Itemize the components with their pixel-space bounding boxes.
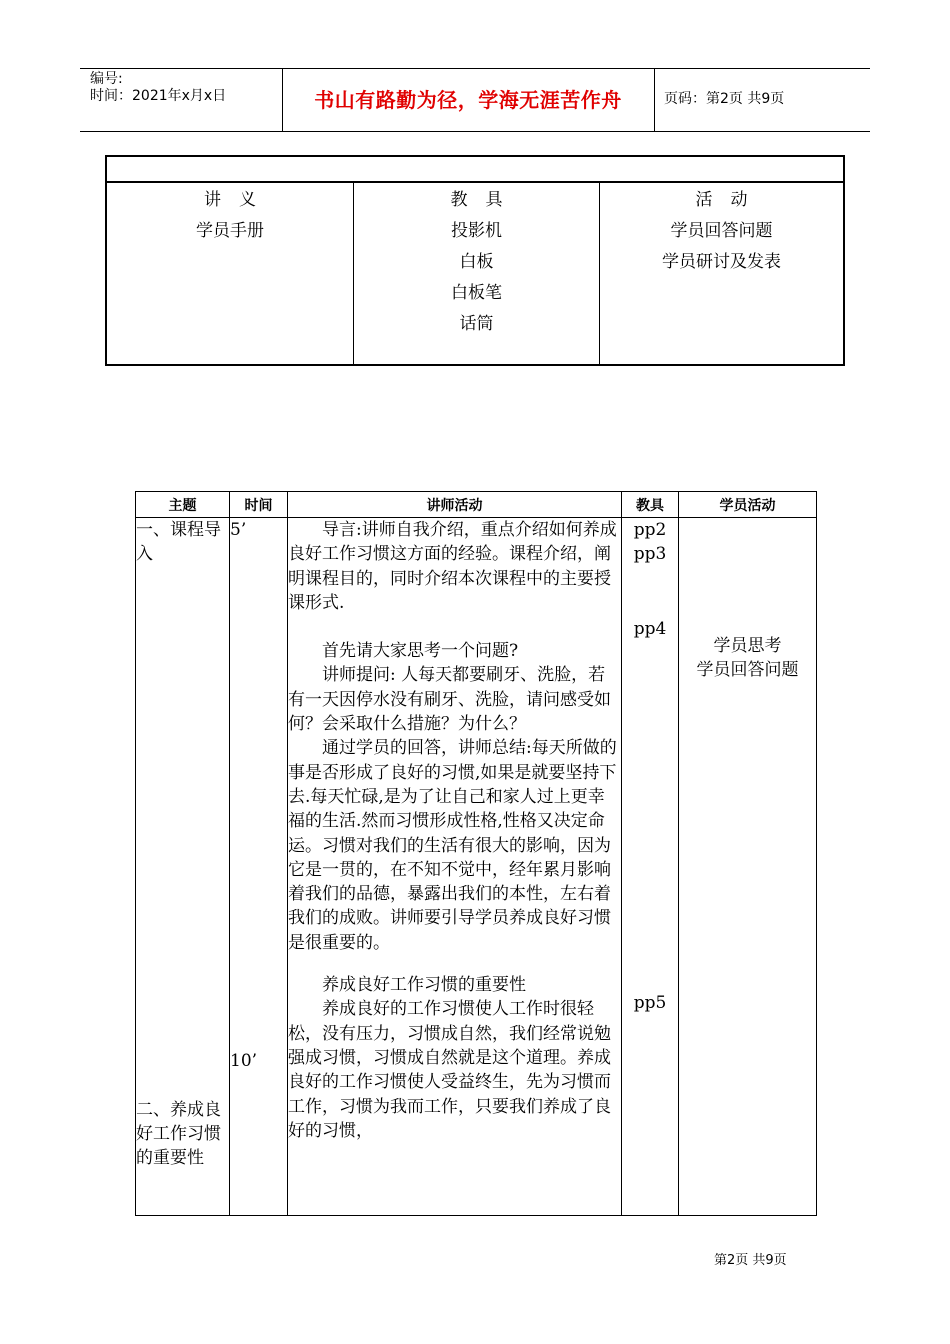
header-motto: 书山有路勤为径，学海无涯苦作舟 xyxy=(314,88,622,112)
materials-item: 话筒 xyxy=(459,314,494,334)
materials-tools-head: 教具 xyxy=(450,190,521,210)
materials-item: 学员回答问题 xyxy=(670,221,773,241)
page-header xyxy=(80,68,870,132)
student-activity-item: 学员思考 xyxy=(713,636,782,656)
materials-handout-column xyxy=(107,183,353,364)
column-header-trainer-activity: 讲师活动 xyxy=(288,492,622,518)
materials-item: 学员手册 xyxy=(196,221,264,241)
materials-handout-head: 讲义 xyxy=(204,190,274,210)
column-header-tools: 教具 xyxy=(622,492,679,518)
document-number-label: 编号: xyxy=(90,71,123,87)
tool-item: pp4 xyxy=(633,618,667,639)
materials-item: 白板笔 xyxy=(451,283,502,303)
topic-cell xyxy=(136,518,230,1216)
activity-paragraph: 导言:讲师自我介绍，重点介绍如何养成良好工作习惯这方面的经验。课程介绍，阐明课程目的，同时介绍本次课程中的主要授课形式. xyxy=(288,520,617,613)
materials-activity-head: 活动 xyxy=(695,190,766,210)
page-footer: 第2页 共9页 xyxy=(714,1253,787,1268)
materials-table xyxy=(105,155,845,366)
tool-item: pp5 xyxy=(633,992,667,1013)
date-line: 时间：2021年x月x日 xyxy=(90,88,227,104)
time-item: 10’ xyxy=(230,1051,258,1072)
header-page-info: 页码：第2页 共9页 xyxy=(664,91,785,107)
header-meta xyxy=(90,71,226,105)
tool-item: pp2 xyxy=(633,520,667,540)
tools-cell xyxy=(622,518,679,1216)
activity-paragraph: 通过学员的回答，讲师总结:每天所做的事是否形成了良好的习惯,如果是就要坚持下去.每天忙碌,是为了让自己和家人过上更幸福的生活.然而习惯形成性格,性格又决定命运。习惯对我们的生活有很大的影响，因为它是一贯的，在不知不觉中，经年累月影响着我们的品德，暴露出我们的本性，左右着我们的成败。讲师要引导学员养成良好习惯是很重要的。 xyxy=(288,738,617,953)
column-header-student-activity: 学员活动 xyxy=(679,492,817,518)
materials-tools-column xyxy=(354,183,599,364)
activity-paragraph: 讲师提问: 人每天都要刷牙、洗脸，若有一天因停水没有刷牙、洗脸，请问感受如何？会采取什么措施？为什么？ xyxy=(288,665,611,735)
materials-item: 白板 xyxy=(459,252,494,272)
column-header-time: 时间 xyxy=(230,492,288,518)
materials-item: 学员研讨及发表 xyxy=(662,252,781,272)
lesson-plan-table xyxy=(135,491,817,1216)
header-divider xyxy=(654,69,655,131)
time-item: 5’ xyxy=(230,520,247,540)
table-header-row xyxy=(136,492,817,518)
activity-paragraph: 养成良好工作习惯的重要性 xyxy=(322,975,526,996)
student-activity-cell xyxy=(679,518,817,1216)
activity-paragraph: 养成良好的工作习惯使人工作时很轻松，没有压力，习惯成自然，我们经常说勉强成习惯，习惯成自然就是这个道理。养成良好的工作习惯使人受益终生，先为习惯而工作，习惯为我而工作，只要我们养成了良好的习惯， xyxy=(288,999,611,1141)
trainer-activity-cell xyxy=(288,518,622,1216)
student-activity-item: 学员回答问题 xyxy=(696,660,799,681)
table-row xyxy=(136,518,817,1216)
tool-item: pp3 xyxy=(633,544,667,565)
materials-activity-column xyxy=(600,183,843,364)
topic-item: 二、养成良好工作习惯的重要性 xyxy=(136,1099,221,1169)
activity-paragraph: 首先请大家思考一个问题? xyxy=(322,641,519,662)
column-header-topic: 主题 xyxy=(136,492,230,518)
materials-item: 投影机 xyxy=(451,221,502,241)
topic-item: 一、课程导入 xyxy=(136,520,221,565)
time-cell xyxy=(230,518,288,1216)
